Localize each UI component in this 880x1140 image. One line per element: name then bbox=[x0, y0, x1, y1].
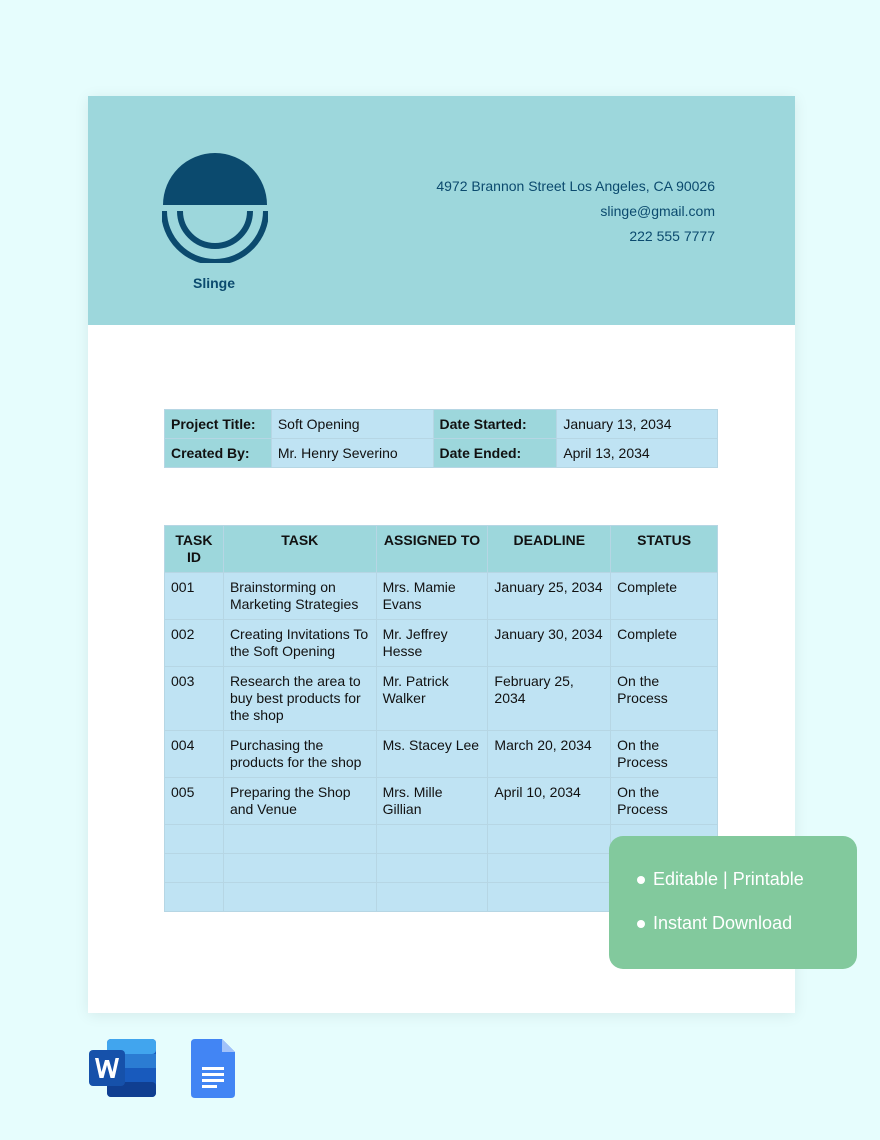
created-by-value: Mr. Henry Severino bbox=[271, 439, 433, 468]
task-id-cell: 004 bbox=[165, 731, 224, 778]
task-id-cell: 003 bbox=[165, 667, 224, 731]
feature-item-editable: Editable | Printable bbox=[637, 869, 804, 890]
bullet-icon bbox=[637, 920, 645, 928]
task-cell: Purchasing the products for the shop bbox=[223, 731, 376, 778]
project-info-row bbox=[165, 410, 718, 439]
deadline-cell: January 25, 2034 bbox=[488, 573, 611, 620]
table-row bbox=[165, 620, 718, 667]
date-ended-value: April 13, 2034 bbox=[557, 439, 718, 468]
table-row bbox=[165, 778, 718, 825]
company-phone: 222 555 7777 bbox=[629, 228, 715, 244]
task-cell: Creating Invitations To the Soft Opening bbox=[223, 620, 376, 667]
company-email: slinge@gmail.com bbox=[600, 203, 715, 219]
task-id-cell: 001 bbox=[165, 573, 224, 620]
date-started-value: January 13, 2034 bbox=[557, 410, 718, 439]
task-cell: Brainstorming on Marketing Strategies bbox=[223, 573, 376, 620]
column-header-task: TASK bbox=[223, 526, 376, 573]
project-info-row bbox=[165, 439, 718, 468]
column-header-deadline: DEADLINE bbox=[488, 526, 611, 573]
assigned-to-cell: Ms. Stacey Lee bbox=[376, 731, 488, 778]
table-row bbox=[165, 731, 718, 778]
project-info-table bbox=[164, 409, 718, 468]
company-address: 4972 Brannon Street Los Angeles, CA 90026 bbox=[436, 178, 715, 194]
feature-item-download: Instant Download bbox=[637, 913, 792, 934]
bullet-icon bbox=[637, 876, 645, 884]
task-table-header bbox=[165, 526, 718, 573]
contact-block bbox=[436, 174, 715, 249]
column-header-status: STATUS bbox=[611, 526, 718, 573]
column-header-assigned-to: ASSIGNED TO bbox=[376, 526, 488, 573]
assigned-to-cell: Mrs. Mille Gillian bbox=[376, 778, 488, 825]
status-cell: Complete bbox=[611, 620, 718, 667]
task-cell: Research the area to buy best products for the shop bbox=[223, 667, 376, 731]
deadline-cell: March 20, 2034 bbox=[488, 731, 611, 778]
company-logo-icon bbox=[162, 153, 268, 263]
status-cell: On the Process bbox=[611, 778, 718, 825]
status-cell: On the Process bbox=[611, 731, 718, 778]
deadline-cell: January 30, 2034 bbox=[488, 620, 611, 667]
document-header bbox=[88, 96, 795, 325]
google-docs-icon[interactable] bbox=[191, 1039, 235, 1098]
date-started-label: Date Started: bbox=[433, 410, 557, 439]
table-row bbox=[165, 667, 718, 731]
task-id-cell: 005 bbox=[165, 778, 224, 825]
assigned-to-cell: Mr. Jeffrey Hesse bbox=[376, 620, 488, 667]
feature-badge bbox=[609, 836, 857, 969]
created-by-label: Created By: bbox=[165, 439, 272, 468]
date-ended-label: Date Ended: bbox=[433, 439, 557, 468]
task-cell: Preparing the Shop and Venue bbox=[223, 778, 376, 825]
project-title-value: Soft Opening bbox=[271, 410, 433, 439]
microsoft-word-icon[interactable] bbox=[89, 1039, 156, 1097]
column-header-task-id: TASK ID bbox=[165, 526, 224, 573]
assigned-to-cell: Mr. Patrick Walker bbox=[376, 667, 488, 731]
status-cell: Complete bbox=[611, 573, 718, 620]
deadline-cell: February 25, 2034 bbox=[488, 667, 611, 731]
deadline-cell: April 10, 2034 bbox=[488, 778, 611, 825]
assigned-to-cell: Mrs. Mamie Evans bbox=[376, 573, 488, 620]
company-name: Slinge bbox=[192, 275, 235, 291]
project-title-label: Project Title: bbox=[165, 410, 272, 439]
task-id-cell: 002 bbox=[165, 620, 224, 667]
status-cell: On the Process bbox=[611, 667, 718, 731]
table-row bbox=[165, 573, 718, 620]
